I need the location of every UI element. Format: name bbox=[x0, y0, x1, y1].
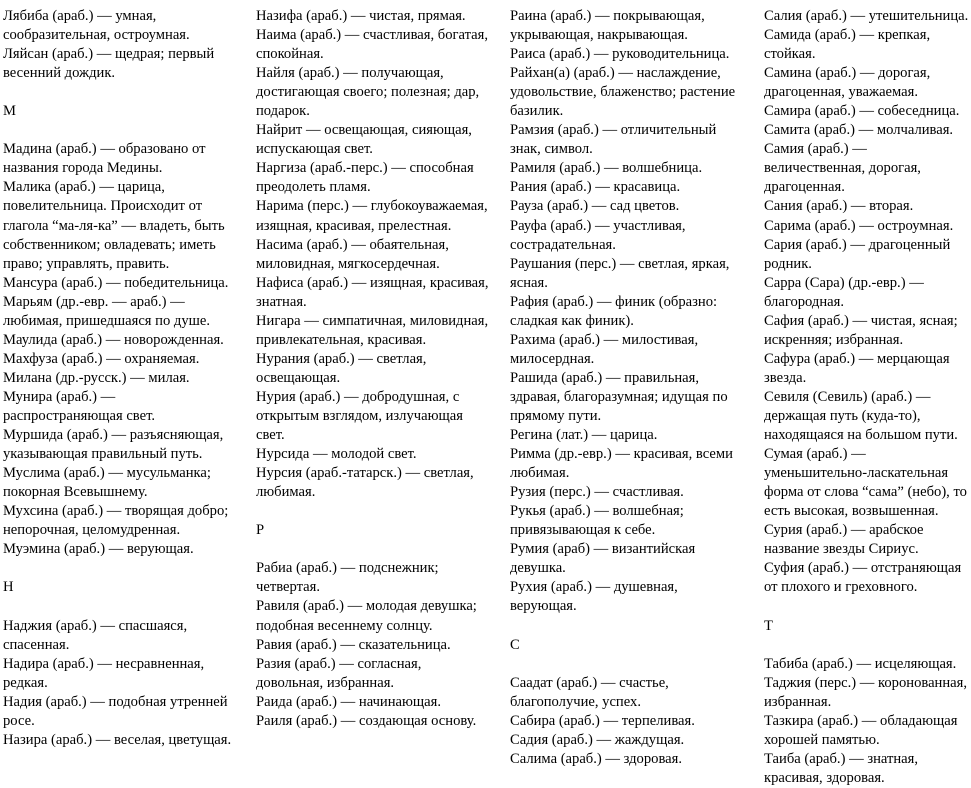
name-entry: Махфуза (араб.) — охраняемая. bbox=[3, 350, 200, 367]
name-entry: Самита (араб.) — молчаливая. bbox=[764, 122, 954, 139]
name-entry: Салия (араб.) — утешительница. bbox=[764, 8, 969, 24]
name-entry: Равия (араб.) — сказательница. bbox=[256, 636, 451, 653]
name-entry: Румия (араб) — византийская девушка. bbox=[510, 541, 696, 577]
letter-heading: С bbox=[510, 636, 520, 653]
name-entry: Суфия (араб.) — отстраняющая от плохого и греховного. bbox=[764, 560, 962, 596]
letter-heading: Т bbox=[764, 617, 773, 634]
name-entry: Рауза (араб.) — сад цветов. bbox=[510, 198, 680, 215]
name-entry: Самия (араб.) — величественная, дорогая, драгоценная. bbox=[764, 141, 921, 196]
name-entry: Салима (араб.) — здоровая. bbox=[510, 750, 682, 767]
name-entry: Мансура (араб.) — победительница. bbox=[3, 274, 229, 291]
text-column-3 bbox=[510, 7, 744, 769]
name-entry: Надира (араб.) — несравненная, редкая. bbox=[3, 655, 205, 691]
text-column-1 bbox=[3, 7, 235, 750]
name-entry: Маулида (араб.) — новорожденная. bbox=[3, 331, 224, 348]
name-entry: Рамиля (араб.) — волшебница. bbox=[510, 160, 703, 177]
name-entry: Рамзия (араб.) — отличительный знак, символ. bbox=[510, 122, 717, 158]
name-entry: Сафия (араб.) — чистая, ясная; искренняя; избранная. bbox=[764, 312, 958, 348]
name-entry: Муэмина (араб.) — верующая. bbox=[3, 541, 194, 558]
name-entry: Рузия (перс.) — счастливая. bbox=[510, 484, 684, 501]
name-entry: Надия (араб.) — подобная утренней росе. bbox=[3, 693, 228, 729]
name-entry: Самина (араб.) — дорогая, драгоценная, уважаемая. bbox=[764, 65, 931, 101]
name-entry: Рахима (араб.) — милостивая, милосердная. bbox=[510, 331, 699, 367]
name-entry: Нарима (перс.) — глубокоуважаемая, изящная, красивая, прелестная. bbox=[256, 198, 488, 234]
name-entry: Табиба (араб.) — исцеляющая. bbox=[764, 655, 957, 672]
name-entry: Раиля (араб.) — создающая основу. bbox=[256, 712, 477, 729]
name-entry: Найля (араб.) — получающая, достигающая своего; полезная; дар, подарок. bbox=[256, 65, 480, 120]
name-entry: Рафия (араб.) — финик (образно: сладкая как финик). bbox=[510, 293, 718, 329]
name-entry: Саадат (араб.) — счастье, благополучие, успех. bbox=[510, 674, 669, 710]
name-entry: Рауфа (араб.) — участливая, сострадательная. bbox=[510, 217, 686, 253]
name-entry: Равиля (араб.) — молодая девушка; подобная весеннему солнцу. bbox=[256, 598, 477, 634]
name-entry: Мухсина (араб.) — творящая добро; непорочная, целомудренная. bbox=[3, 503, 229, 539]
letter-heading: Н bbox=[3, 579, 14, 596]
letter-heading: Р bbox=[256, 522, 265, 539]
name-entry: Раина (араб.) — покрывающая, укрывающая, накрывающая. bbox=[510, 8, 705, 44]
name-entry: Сарима (араб.) — остроумная. bbox=[764, 217, 954, 234]
name-entry: Наргиза (араб.-перс.) — способная преодолеть пламя. bbox=[256, 160, 474, 196]
name-entry: Назира (араб.) — веселая, цветущая. bbox=[3, 731, 232, 748]
text-column-2 bbox=[256, 7, 492, 731]
name-entry: Рания (араб.) — красавица. bbox=[510, 179, 681, 196]
name-entry: Разия (араб.) — согласная, довольная, избранная. bbox=[256, 655, 422, 691]
name-entry: Рухия (араб.) — душевная, верующая. bbox=[510, 579, 678, 615]
name-entry: Милана (др.-русск.) — милая. bbox=[3, 369, 190, 386]
name-entry: Лябиба (араб.) — умная, сообразительная, остроумная. bbox=[3, 8, 190, 44]
name-entry: Раиса (араб.) — руководительница. bbox=[510, 46, 730, 63]
name-entry: Муршида (араб.) — разъясняющая, указывающая правильный путь. bbox=[3, 427, 224, 463]
name-entry: Сания (араб.) — вторая. bbox=[764, 198, 914, 215]
name-entry: Таиба (араб.) — знатная, красивая, здоровая. bbox=[764, 750, 919, 786]
name-entry: Рашида (араб.) — правильная, здравая, благоразумная; идущая по прямому пути. bbox=[510, 369, 728, 424]
name-entry: Сария (араб.) — драгоценный родник. bbox=[764, 236, 951, 272]
name-entry: Садия (араб.) — жаждущая. bbox=[510, 731, 685, 748]
name-entry: Нурания (араб.) — светлая, освещающая. bbox=[256, 350, 427, 386]
name-entry: Самида (араб.) — крепкая, стойкая. bbox=[764, 27, 931, 63]
name-entry: Сафура (араб.) — мерцающая звезда. bbox=[764, 350, 950, 386]
name-entry: Марьям (др.-евр. — араб.) — любимая, пришедшаяся по душе. bbox=[3, 293, 211, 329]
name-entry: Нигара — симпатичная, миловидная, привлекательная, красивая. bbox=[256, 312, 489, 348]
name-entry: Рабиа (араб.) — подснежник; четвертая. bbox=[256, 560, 439, 596]
name-entry: Севиля (Севиль) (араб.) — держащая путь (куда-то), находящаяся на большом пути. bbox=[764, 388, 958, 444]
name-entry: Райхан(а) (араб.) — наслаждение, удовольствие, блаженство; растение базилик. bbox=[510, 65, 736, 120]
name-entry: Ляйсан (араб.) — щедрая; первый весенний дождик. bbox=[3, 46, 215, 82]
name-entry: Самира (араб.) — собеседница. bbox=[764, 103, 960, 120]
name-entry: Сурия (араб.) — арабское название звезды Сириус. bbox=[764, 522, 924, 558]
name-entry: Нурсия (араб.-татарск.) — светлая, любимая. bbox=[256, 465, 474, 501]
name-entry: Рукья (араб.) — волшебная; привязывающая к себе. bbox=[510, 503, 684, 539]
name-entry: Мунира (араб.) — распространяющая свет. bbox=[3, 388, 156, 424]
name-entry: Наджия (араб.) — спасшаяся, спасенная. bbox=[3, 617, 188, 653]
name-entry: Нурия (араб.) — добродушная, с открытым взглядом, излучающая свет. bbox=[256, 388, 463, 444]
name-entry: Сарра (Сара) (др.-евр.) — благородная. bbox=[764, 274, 924, 310]
name-entry: Насима (араб.) — обаятельная, миловидная, мягкосердечная. bbox=[256, 236, 449, 272]
name-entry: Римма (др.-евр.) — красивая, всеми любимая. bbox=[510, 446, 733, 482]
name-entry: Раида (араб.) — начинающая. bbox=[256, 693, 442, 710]
name-entry: Муслима (араб.) — мусульманка; покорная Всевышнему. bbox=[3, 465, 211, 501]
name-entry: Регина (лат.) — царица. bbox=[510, 427, 658, 444]
name-entry: Сумая (араб.) — уменьшительно-ласкательная форма от слова “сама” (небо), то есть высокая, возвышенная. bbox=[764, 446, 967, 520]
name-entry: Наима (араб.) — счастливая, богатая, спокойная. bbox=[256, 27, 488, 63]
name-entry: Раушания (перс.) — светлая, яркая, ясная. bbox=[510, 255, 730, 291]
letter-heading: М bbox=[3, 103, 16, 120]
text-column-4 bbox=[764, 7, 969, 788]
name-entry: Тазкира (араб.) — обладающая хорошей памятью. bbox=[764, 712, 958, 748]
name-entry: Назифа (араб.) — чистая, прямая. bbox=[256, 8, 466, 24]
name-entry: Малика (араб.) — царица, повелительница. Происходит от глагола “ма-ля-ка” — владеть, быть собственником; овладевать; иметь право; управлять, править. bbox=[3, 179, 225, 272]
name-entry: Сабира (араб.) — терпеливая. bbox=[510, 712, 695, 729]
name-entry: Мадина (араб.) — образовано от названия города Медины. bbox=[3, 141, 206, 177]
name-entry: Найрит — освещающая, сияющая, испускающая свет. bbox=[256, 122, 472, 158]
name-entry: Нурсида — молодой свет. bbox=[256, 446, 417, 463]
name-entry: Нафиса (араб.) — изящная, красивая, знатная. bbox=[256, 274, 489, 310]
name-entry: Таджия (перс.) — коронованная, избранная. bbox=[764, 674, 968, 710]
